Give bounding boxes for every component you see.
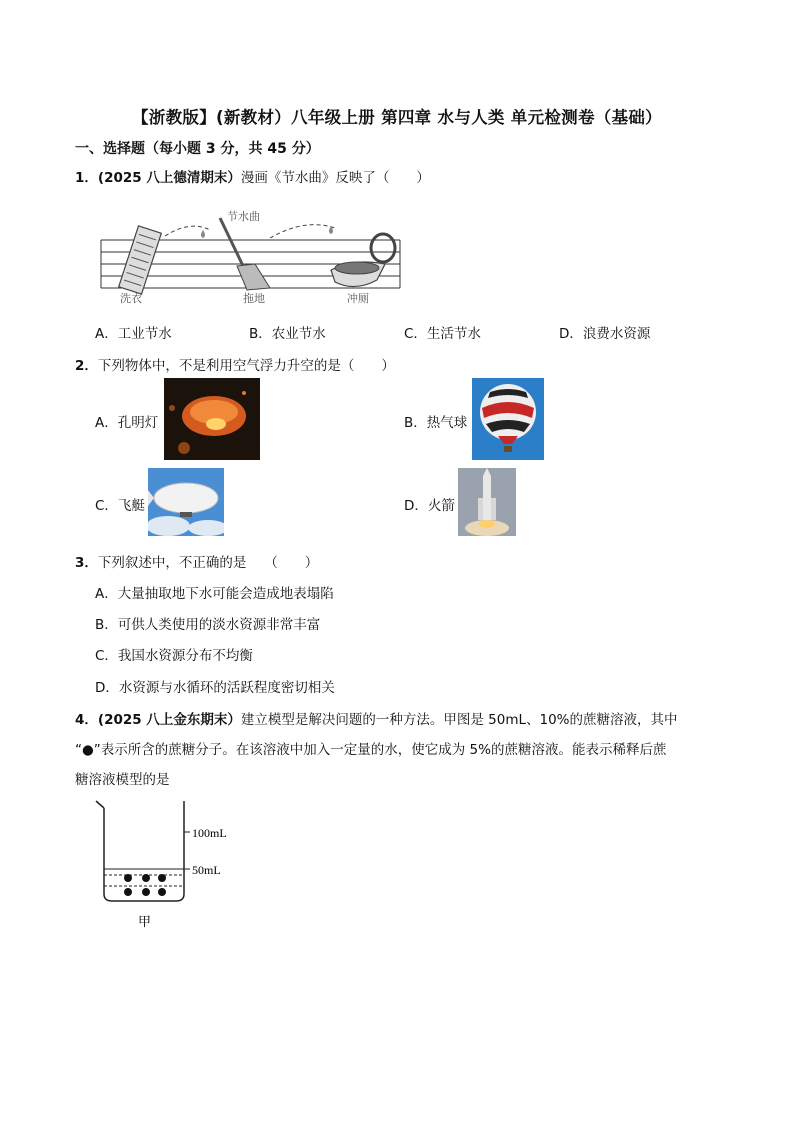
q3-option-a[interactable]: A．大量抽取地下水可能会造成地表塌陷	[95, 586, 334, 602]
question-number: 1．	[75, 170, 98, 186]
q2-option-b[interactable]: B．热气球	[404, 415, 468, 431]
sugar-molecule	[142, 888, 150, 896]
question-text-line1: 建立模型是解决问题的一种方法。甲图是 50mL、10%的蔗糖溶液，其中	[240, 712, 678, 728]
question-text: 下列叙述中，不正确的是 （ ）	[97, 555, 319, 571]
flush-label: 冲厕	[347, 292, 369, 305]
q2-option-a[interactable]: A．孔明灯	[95, 415, 159, 431]
beaker-diagram	[94, 796, 244, 936]
q1-option-d[interactable]: D．浪费水资源	[559, 326, 651, 342]
sugar-molecule	[158, 888, 166, 896]
question-source: (2025 八上金东期末）	[97, 712, 241, 728]
page-title: 【浙教版】(新教材）八年级上册 第四章 水与人类 单元检测卷（基础）	[132, 108, 662, 127]
q3-option-d[interactable]: D．水资源与水循环的活跃程度密切相关	[95, 680, 335, 696]
water-saving-comic	[95, 200, 415, 310]
question-4	[75, 708, 678, 728]
hot-air-balloon-image	[472, 378, 544, 460]
wash-label: 洗衣	[120, 292, 142, 305]
question-text: 下列物体中，不是利用空气浮力升空的是（ ）	[97, 358, 395, 374]
mop-icon	[220, 218, 270, 290]
sugar-molecule	[124, 888, 132, 896]
q3-option-b[interactable]: B．可供人类使用的淡水资源非常丰富	[95, 617, 321, 633]
sky-lantern-image	[164, 378, 260, 460]
rocket-image	[458, 468, 516, 536]
question-1	[75, 166, 430, 186]
question-number: 3．	[75, 555, 98, 571]
toilet-icon	[331, 234, 395, 287]
question-source: (2025 八上德清期末）	[97, 170, 241, 186]
sugar-molecule	[158, 874, 166, 882]
comic-title-label: 节水曲	[227, 210, 260, 223]
question-text-line2: “●”表示所含的蔗糖分子。在该溶液中加入一定量的水，使它成为 5%的蔗糖溶液。能表示稀释后蔗	[75, 742, 667, 758]
question-3	[75, 551, 318, 571]
mark-100ml: 100mL	[192, 826, 227, 840]
question-number: 2．	[75, 358, 98, 374]
q2-option-c[interactable]: C．飞艇	[95, 498, 145, 514]
q2-option-d[interactable]: D．火箭	[404, 498, 455, 514]
sugar-molecule	[124, 874, 132, 882]
question-number: 4．	[75, 712, 98, 728]
washboard-icon	[119, 226, 162, 294]
airship-image	[148, 468, 224, 536]
mop-label: 拖地	[243, 292, 265, 305]
beaker-caption: 甲	[138, 915, 152, 930]
question-text-line3: 糖溶液模型的是	[75, 772, 170, 788]
section-heading-choice: 一、选择题（每小题 3 分，共 45 分）	[75, 141, 320, 157]
q1-option-b[interactable]: B．农业节水	[249, 326, 326, 342]
q1-option-a[interactable]: A．工业节水	[95, 326, 172, 342]
sugar-molecule	[142, 874, 150, 882]
q3-option-c[interactable]: C．我国水资源分布不均衡	[95, 648, 253, 664]
question-2	[75, 354, 395, 374]
q1-option-c[interactable]: C．生活节水	[404, 326, 481, 342]
question-text: 漫画《节水曲》反映了（ ）	[240, 170, 430, 186]
mark-50ml: 50mL	[192, 863, 221, 877]
